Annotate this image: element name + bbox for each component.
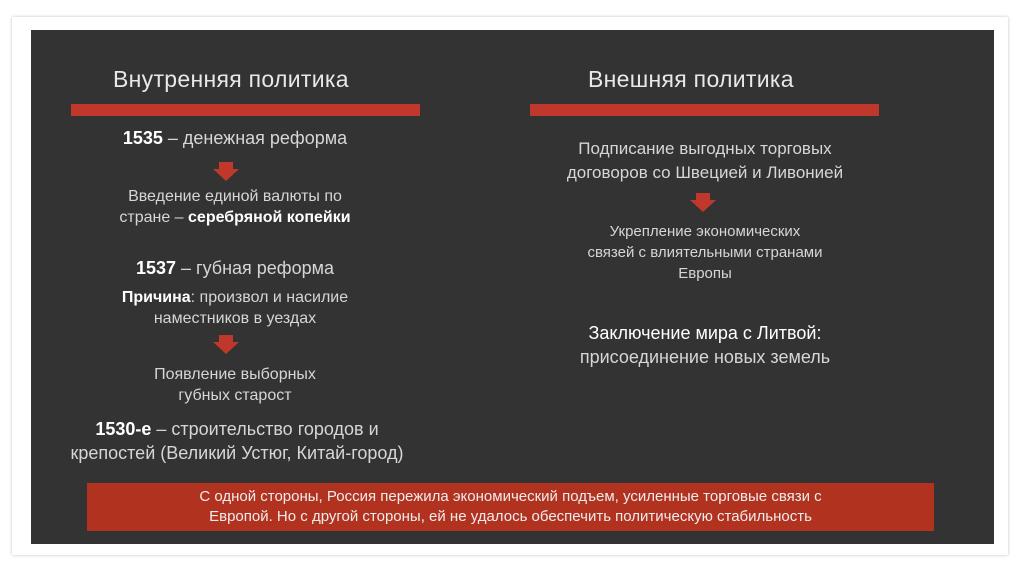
conclusion-line-1: С одной стороны, Россия пережила экономический подъем, усиленные торговые связи с: [199, 488, 822, 505]
peace-with-lithuania: [520, 321, 890, 369]
reform-1537-result: [60, 364, 410, 406]
conclusion-box: [87, 483, 934, 531]
internal-policy-underline: [71, 104, 420, 116]
reason-label: Причина: [121, 289, 191, 306]
year-1530s: 1530-е: [95, 419, 152, 439]
trade-line-2: договоров со Швецией и Ливонией: [566, 163, 844, 182]
year-1537: 1537: [135, 258, 176, 278]
external-policy-heading: Внешняя политика: [588, 66, 794, 92]
construction-line-2: крепостей (Великий Устюг, Китай-город): [70, 443, 404, 463]
result-line-2: [60, 207, 410, 228]
trade-result-line-1: Укрепление экономических: [609, 223, 801, 240]
conclusion-line-2: Европой. Но с другой стороны, ей не удалось обеспечить политическую стабильность: [209, 508, 812, 525]
reform-1535-result: [60, 186, 410, 228]
trade-line-1: Подписание выгодных торговых: [578, 139, 832, 158]
down-arrow-icon: [690, 200, 716, 212]
peace-line-2: присоединение новых земель: [579, 347, 831, 367]
down-arrow-icon: [213, 169, 239, 181]
result-line-2: губных старост: [178, 387, 292, 404]
construction-line-1: [28, 417, 446, 441]
reason-line-1-rest: : произвол и насилие: [190, 289, 349, 306]
year-1535: 1535: [122, 128, 163, 148]
trade-agreements: [520, 137, 890, 185]
down-arrow-icon: [213, 342, 239, 354]
result-line-1: Появление выборных: [154, 366, 316, 383]
result-line-2-bold: серебряной копейки: [188, 209, 351, 226]
reform-1537: [60, 257, 410, 279]
reform-1535: [60, 127, 410, 149]
reason-line-1: [60, 287, 410, 308]
reform-1535-text: – денежная реформа: [162, 128, 348, 148]
trade-result-line-3: Европы: [678, 265, 732, 282]
construction-1530s: [28, 417, 446, 465]
result-line-2-plain: стране –: [119, 209, 189, 226]
external-policy-underline: [530, 104, 879, 116]
construction-line-1-rest: – строительство городов и: [151, 419, 379, 439]
trade-result: [520, 221, 890, 284]
reason-line-2: наместников в уездах: [153, 310, 317, 327]
trade-result-line-2: связей с влиятельными странами: [587, 244, 823, 261]
peace-line-1: Заключение мира с Литвой:: [588, 323, 822, 343]
internal-policy-heading: Внутренняя политика: [113, 66, 349, 92]
reform-1537-reason: [60, 287, 410, 329]
result-line-1: Введение единой валюты по: [128, 188, 342, 205]
reform-1537-text: – губная реформа: [176, 258, 335, 278]
